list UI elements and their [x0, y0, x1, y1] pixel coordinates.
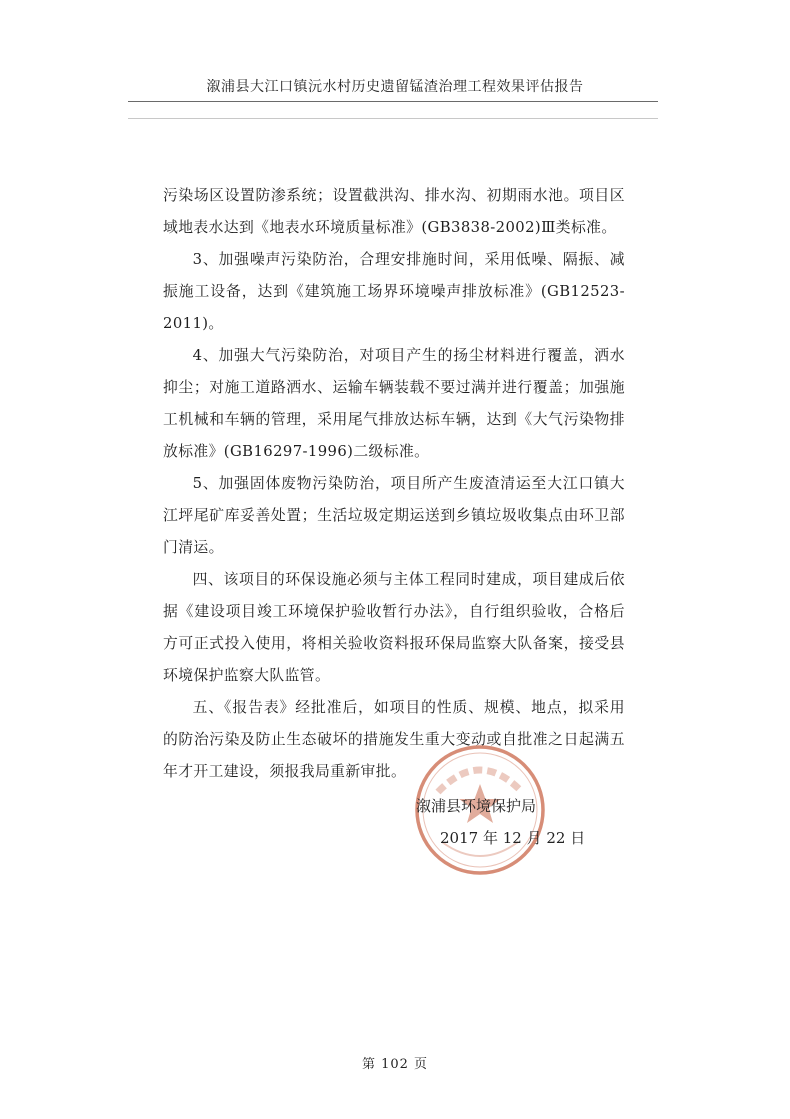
body-paragraph: 4、加强大气污染防治，对项目产生的扬尘材料进行覆盖，洒水抑尘；对施工道路洒水、运输车辆装载不要过满并进行覆盖；加强施工机械和车辆的管理，采用尾气排放达标车辆，达到《大气污染物排放标准》(GB16297-1996)二级标准。 — [163, 347, 625, 460]
signature-block — [416, 790, 585, 854]
header-divider-secondary — [128, 118, 658, 119]
report-header-title: 溆浦县大江口镇沅水村历史遗留锰渣治理工程效果评估报告 — [206, 79, 584, 95]
body-paragraph: 5、加强固体废物污染防治，项目所产生废渣清运至大江口镇大江坪尾矿库妥善处置；生活垃圾定期运送到乡镇垃圾收集点由环卫部门清运。 — [163, 475, 625, 556]
issuing-organization: 溆浦县环境保护局 — [416, 797, 537, 815]
issue-date: 2017 年 12 月 22 日 — [440, 829, 586, 847]
page-number: 第 102 页 — [361, 1057, 429, 1072]
body-paragraph: 四、该项目的环保设施必须与主体工程同时建成，项目建成后依据《建设项目竣工环境保护验收暂行办法》，自行组织验收，合格后方可正式投入使用，将相关验收资料报环保局监察大队备案，接受县环境保护监察大队监管。 — [163, 571, 625, 684]
document-body — [163, 180, 625, 788]
header-divider — [128, 101, 658, 102]
body-paragraph: 3、加强噪声污染防治，合理安排施时间，采用低噪、隔振、减振施工设备，达到《建筑施工场界环境噪声排放标准》(GB12523-2011)。 — [163, 251, 625, 332]
body-paragraph: 污染场区设置防渗系统；设置截洪沟、排水沟、初期雨水池。项目区域地表水达到《地表水环境质量标准》(GB3838-2002)Ⅲ类标准。 — [163, 187, 625, 236]
body-paragraph: 五、《报告表》经批准后，如项目的性质、规模、地点，拟采用的防治污染及防止生态破坏的措施发生重大变动或自批准之日起满五年才开工建设，须报我局重新审批。 — [163, 699, 625, 780]
